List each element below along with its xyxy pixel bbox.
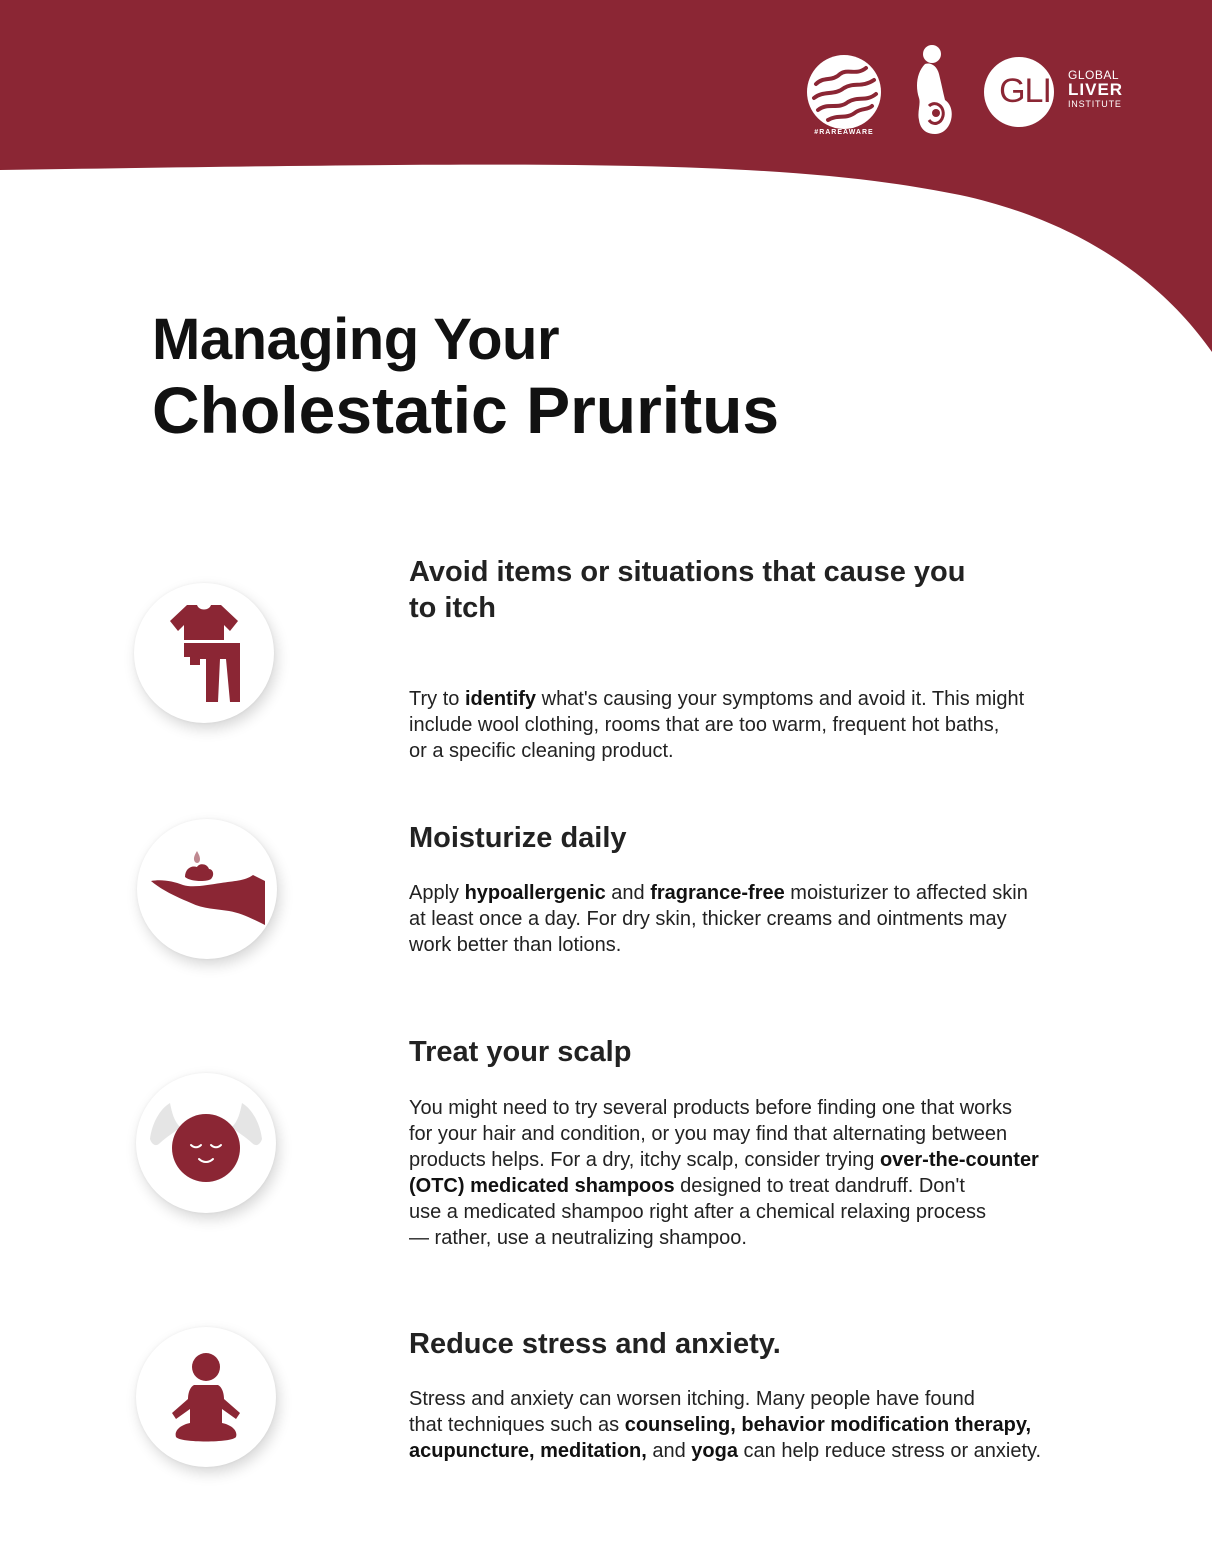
meditation-icon	[136, 1327, 276, 1467]
section-avoid-triggers	[409, 554, 1129, 764]
header-banner	[0, 0, 1212, 360]
rareaware-caption: #RAREAWARE	[814, 129, 874, 136]
pregnancy-logo	[905, 42, 975, 146]
gli-liver: LIVER	[1068, 80, 1124, 99]
global-liver-institute-logo	[982, 55, 1132, 130]
section-body: Apply hypoallergenic and fragrance-free moisturizer to affected skin at least once a day. For dry skin, thicker creams and ointments may work better than lotions.	[409, 882, 1028, 956]
section-body: Stress and anxiety can worsen itching. Many people have found that techniques such as counseling, behavior modification therapy, acupuncture, meditation, and yoga can help reduce stress or anxiety.	[409, 1388, 1042, 1462]
section-moisturize	[409, 820, 1129, 958]
section-stress	[409, 1326, 1129, 1464]
gli-global: GLOBAL	[1068, 68, 1120, 82]
hand-cream-icon	[137, 819, 277, 959]
section-heading: Treat your scalp	[409, 1036, 632, 1068]
section-body: Try to identify what's causing your symptoms and avoid it. This might include wool clothing, rooms that are too warm, frequent hot baths, or a specific cleaning product.	[409, 688, 1025, 762]
section-heading: Reduce stress and anxiety.	[409, 1328, 781, 1360]
title-line1: Managing Your	[152, 307, 560, 372]
clothing-icon	[134, 583, 274, 723]
gli-institute: INSTITUTE	[1068, 99, 1122, 109]
gli-initials: GLI	[999, 72, 1051, 110]
clothing-icon-circle	[134, 583, 274, 723]
page-title	[152, 308, 779, 448]
section-heading: Avoid items or situations that cause you to itch	[409, 556, 966, 624]
meditation-icon-circle	[136, 1327, 276, 1467]
section-body: You might need to try several products before finding one that works for your hair and condition, or you may find that alternating between products helps. For a dry, itchy scalp, consider trying over-the-counter (OTC) medicated shampoos designed to treat dandruff. Don't use a medicated shampoo right after a chemical relaxing process — rather, use a neutralizing shampoo.	[409, 1097, 1039, 1249]
scalp-massage-icon-circle	[136, 1073, 276, 1213]
scalp-massage-icon	[136, 1073, 276, 1213]
section-scalp	[409, 1034, 1129, 1251]
title-line2: Cholestatic Pruritus	[152, 373, 780, 447]
rareaware-logo	[804, 54, 884, 144]
section-heading: Moisturize daily	[409, 822, 627, 854]
hand-cream-icon-circle	[137, 819, 277, 959]
